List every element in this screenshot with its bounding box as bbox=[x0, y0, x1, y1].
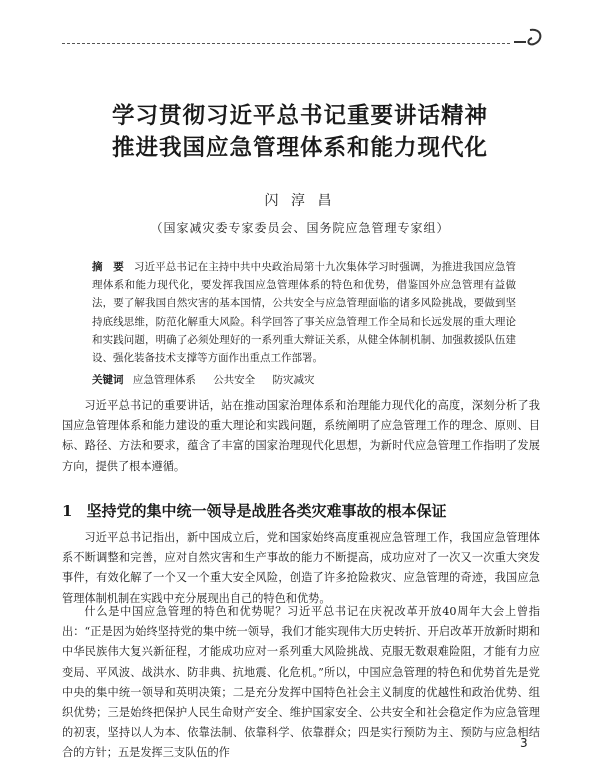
section-number: 1 bbox=[62, 502, 73, 520]
section-heading bbox=[62, 500, 540, 522]
body-paragraph: 习近平总书记指出，新中国成立后，党和国家始终高度重视应急管理工作，我国应急管理体系不断调整和完善，应对自然灾害和生产事故的能力不断提高，成功应对了一次又一次重大突发事件，有效化解了一个又一个重大安全风险，创造了许多抢险救灾、应急管理的奇迹，我国应急管理体制机制在实践中充分展现出自己的特色和优势。 bbox=[62, 531, 540, 605]
author-affiliation: （国家减灾委专家委员会、国务院应急管理专家组） bbox=[150, 221, 450, 235]
keyword-item: 公共安全 bbox=[213, 374, 256, 386]
abstract bbox=[92, 258, 516, 367]
intro-paragraph: 习近平总书记的重要讲话，站在推动国家治理体系和治理能力现代化的高度，深刻分析了我国应急管理体系和能力建设的重大理论和实践问题，系统阐明了应急管理工作的理念、原则、目标、路径、方法和要求，蕴含了丰富的国家治理现代化思想，为新时代应急管理工作指明了发展方向，提供了根本遵循。 bbox=[62, 399, 540, 473]
keywords-label: 关键词 bbox=[92, 374, 124, 386]
section-title: 坚持党的集中统一领导是战胜各类灾难事故的根本保证 bbox=[86, 502, 447, 520]
body-paragraph: 什么是中国应急管理的特色和优势呢？习近平总书记在庆祝改革开放40周年大会上曾指出：“正是因为始终坚持党的集中统一领导，我们才能实现伟大历史转折、开启改革开放新时期和中华民族伟大复兴新征程，才能成功应对一系列重大风险挑战、克服无数艰难险阻，才能有力应变局、平风波、战洪水、防非典、抗地震、化危机。”所以，中国应急管理的特色和优势首先是党中央的集中统一领导和英明决策；二是充分发挥中国特色社会主义制度的优越性和政治优势、组织优势；三是始终把保护人民生命财产安全、维护国家安全、公共安全和社会稳定作为应急管理的初衷，坚持以人为本、依靠法制、依靠科学、依靠群众；四是实行预防为主、预防与应急相结合的方针；五是发挥三支队伍的作 bbox=[62, 605, 540, 760]
author-name: 闪 淳 昌 bbox=[264, 193, 336, 209]
keyword-item: 应急管理体系 bbox=[132, 374, 196, 386]
keyword-item: 防灾减灾 bbox=[272, 374, 315, 386]
title-line-1: 学习贯彻习近平总书记重要讲话精神 bbox=[111, 103, 488, 129]
page-number: 3 bbox=[520, 736, 528, 750]
journal-logo-icon bbox=[512, 22, 548, 52]
title-line-2: 推进我国应急管理体系和能力现代化 bbox=[111, 135, 488, 161]
abstract-label: 摘 要 bbox=[92, 261, 124, 273]
keywords bbox=[92, 371, 516, 389]
header-rule bbox=[62, 43, 510, 44]
abstract-text: 习近平总书记在主持中共中央政治局第十九次集体学习时强调，为推进我国应急管理体系和能力现代化，要发挥我国应急管理体系的特色和优势，借鉴国外应急管理有益做法，要了解我国自然灾害的基本国情，公共安全与应急管理面临的诸多风险挑战，要做到坚持底线思维，防范化解重大风险。科学回答了事关应急管理工作全局和长远发展的重大理论和实践问题，明确了必须处理好的一系列重大辩证关系，从健全体制机制、加强救援队伍建设、强化装备技术支撑等方面作出重点工作部署。 bbox=[92, 261, 517, 365]
article-title bbox=[0, 100, 600, 164]
